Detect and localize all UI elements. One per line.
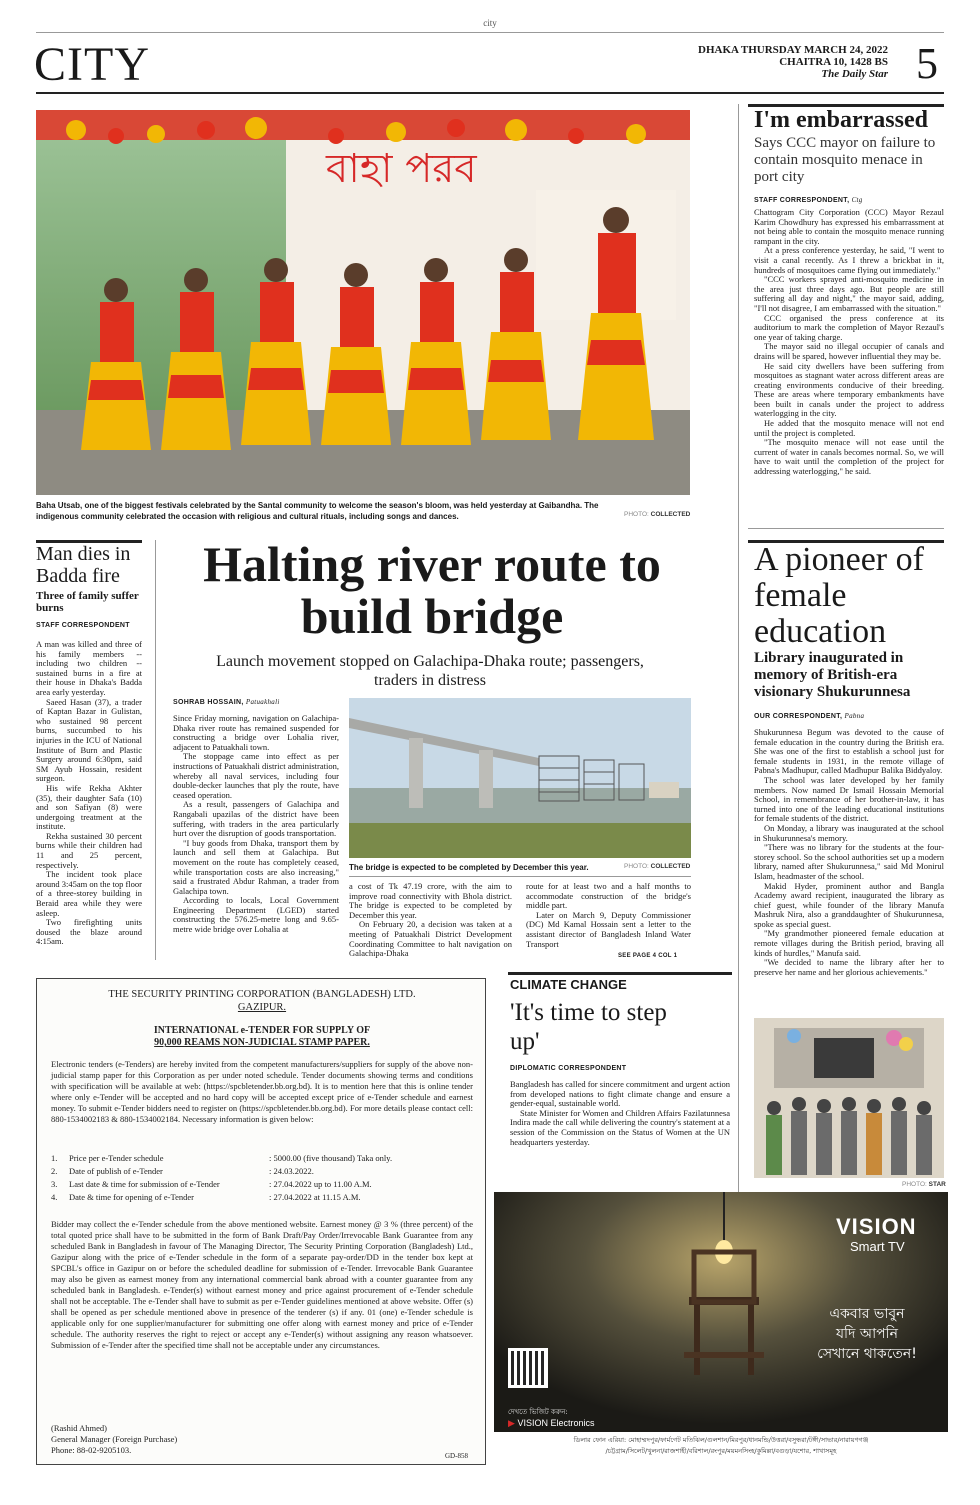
tender-signatory: (Rashid Ahmed) General Manager (Foreign Purchase) Phone: 88-02-9205103. — [51, 1423, 178, 1455]
vision-product: Smart TV — [850, 1239, 905, 1254]
lead-photo-credit: PHOTO: COLLECTED — [624, 511, 691, 518]
climate-byline: DIPLOMATIC CORRESPONDENT — [510, 1065, 627, 1072]
vision-tagline: একবার ভাবুন যদি আপনি সেখানে থাকতেন! — [817, 1306, 917, 1362]
river-jump-line[interactable]: SEE PAGE 4 COL 1 — [618, 953, 678, 959]
section-title: CITY — [34, 38, 150, 91]
library-photo[interactable] — [754, 1018, 944, 1178]
bridge-caption-rule — [349, 876, 691, 877]
lead-photo[interactable] — [36, 110, 690, 495]
tender-item: 1. Price per e-Tender schedule : 5000.00 (five thousand) Taka only. — [51, 1153, 393, 1163]
river-byline: SOHRAB HOSSAIN, Patuakhali — [173, 698, 280, 706]
badda-headline: Man dies in Badda fire — [36, 543, 131, 587]
climate-body: Bangladesh has called for sincere commitment and urgent action from developed nations to fight climate change and ensure a gender-equal, sustainable world. State Minister for Women and Children Affairs Fazilatunnesa Indira made the call while delivering the country's statement at a session of the Commission on the Status of Women at the UN headquarters yesterday. — [510, 1079, 730, 1147]
section-label: city — [483, 18, 497, 28]
pioneer-headline: A pioneer of female education — [754, 541, 924, 650]
tender-item: 3. Last date & time for submission of e-Tender : 27.04.2022 up to 11.00 A.M. — [51, 1179, 372, 1189]
vision-brand: VISION — [836, 1214, 917, 1239]
page-number: 5 — [916, 39, 938, 88]
library-photo-credit: PHOTO: STAR — [902, 1181, 946, 1188]
river-col1: Since Friday morning, navigation on Galachipa-Dhaka river route has remained suspended for constructing a bridge over Lohalia river, adjacent to Patuakhali town. The stoppage came into effect as per instructions of Patuakhali district administration, whereby all naval services, including four double-decker launches that ply the route, have ceased operation. As a result, passengers of Galachipa and Rangabali upazilas of the district have been suffering, with traders in the area particularly hurt over the disruption of goods transportation. "I buy goods from Dhaka, transport them by launch and sell them at Galachipa. But movement on the route has completely ceased, while transportation costs are also increasing," said a frustrated Abdur Rahman, a trader from Galachipa town. According to locals, Local Government Engineering Department (LGED) started constructing the 576.25-metre long and 9.65-metre wide bridge over Lohalia at — [173, 713, 339, 935]
vision-advertisement[interactable] — [494, 1192, 948, 1465]
climate-kicker: CLIMATE CHANGE — [510, 977, 627, 992]
bridge-photo[interactable] — [349, 698, 691, 858]
embarrassed-headline: I'm embarrassed — [754, 107, 928, 133]
bridge-caption: The bridge is expected to be completed by December this year. — [349, 863, 589, 872]
lead-photo-caption: Baha Utsab, one of the biggest festivals celebrated by the Santal community to welcome the season's bloom, was held yesterday at Gaibandha. The indigenous community celebrated the occasion with religious and cultural rituals, including songs and dances. — [36, 501, 599, 521]
badda-column-rule — [155, 540, 156, 960]
header-bottom-rule — [36, 92, 944, 94]
tender-conditions: Bidder may collect the e-Tender schedule from the above mentioned website. Earnest money @ 3 % (three percent) of the total quoted price shall have to be submitted in the form of Bank Draft/Pay Order/Irrevocable Bank Guarantee from any scheduled Bank in Bangladesh in favour of The Managing Director, The Security Printing Corporation (Bangladesh) Ltd., Gazipur along with the price of e-Tender schedule in the form of a separate pay-order/DD in the tender box kept at SPCBL's office in Gazipur on or before the scheduled deadline for submission of e-Tender. Irrevocable Bank Guarantee may also be given as earnest money from any international commercial bank abroad with a counter guarantee from any scheduled bank in Bangladesh. e-Tender(s) without earnest money and price against procurement of e-Tender schedule shall not be acceptable. The e-Tender shall have to submit as per e-Tender guidelines mentioned at above website. Offer (s) shall be opened as per schedule mentioned above in presence of the tenderer (s) if any. 01 (one) e-Tender schedule is applicable only for one supplier/manufacturer for submitting one offer along with earnest money and price of e-Tender schedule. The authority reserves the right to reject or accept any e-Tender(s) without assigning any reason whatsoever. Submission of e-Tender after the specified time shall not be acceptable under any circumstances. — [51, 1219, 473, 1350]
river-headline: Halting river route to build bridge — [203, 536, 661, 644]
tender-schedule-list — [51, 1153, 473, 1205]
bridge-photo-credit: PHOTO: COLLECTED — [624, 863, 691, 870]
masthead-logo: The Daily Star — [821, 68, 888, 80]
date-english: DHAKA THURSDAY MARCH 24, 2022 — [698, 44, 888, 56]
badda-body: A man was killed and three of his family members -- including two children -- sustained burns in a fire at their house in Dhaka's Badda area early yesterday. Saeed Hasan (37), a trader of Kaptan Bazar in Gulistan, who sustained 98 percent burns, succumbed to his injuries in the ICU of National Institute of Burn and Plastic Surgery around 6:30pm, said SM Ayub Hossain, resident surgeon. His wife Rekha Akhter (35), their daughter Safa (10) and son Safiyan (8) were undergoing treatment at the institute. Rekha sustained 30 percent burns while their children had 11 and 25 percent, respectively. The incident took place around 3:45am on the top floor of a three-storey building in Beraid area while they were asleep. Two firefighting units doused the blaze around 4:15am. — [36, 639, 142, 947]
pioneer-body: Shukurunnesa Begum was devoted to the cause of female education in the country during the British era. She was one of the first to establish a school just for female students in 1931, in the remote village of Pabna's Madhupur, called Madhupur Balika Biddyaloy. The school was later developed by her family members. Now named Dr Ismail Hossain Memorial School, in remembrance of her brother-in-law, it has turned into one of the leading educational institutions for female students of the district. On Monday, a library was inaugurated at the school in Shukurunnesa's memory. "There was no library for the students at the four-storey school. So the school authorities set up a modern library, named after Shukurunnesa," said Md Monirul Islam, headmaster of the school. Makid Hyder, prominent author and Bangla Academy award recipient, inaugurated the library as chief guest, while founder of the library Manufa Mashruk Nira, also a granddaughter of Shukurunnesa, spoke as special guest. "My grandmother pioneered female education at remote villages during the British period, braving all kinds of hurdles," Manufa said. "We decided to name the library after her to preserve her name and her glorious achievements." — [754, 727, 944, 977]
badda-byline: STAFF CORRESPONDENT — [36, 622, 130, 629]
embarrassed-body: Chattogram City Corporation (CCC) Mayor Rezaul Karim Chowdhury has expressed his embarrassment at not being able to contain the mosquito menace running rampant in the city. At a press conference yesterday, he said, "I went to visit a canal recently. As I threw a brickbat in it, hundreds of mosquitoes came flying out immediately." "CCC workers sprayed anti-mosquito medicine in the area just three days ago. But people are still suffering all day and night," the mayor said, adding, "I'll not disagree, I am embarrassed with the situation." CCC organised the press conference at its auditorium to mark the completion of Mayor Rezaul's one year of taking charge. The mayor said no illegal occupier of canals and drains will be spared, however influential they may be. He said city dwellers have been suffering from mosquitoes as stagnant water across different areas are creating environments conducive of their breeding. These are areas where temporary embankments have been built in canals under the project to address waterlogging in the city. He added that the mosquito menace will not end until the project is completed. "The mosquito menace will not ease until the current of water in canals becomes normal. So, we will have to wait until the completion of the project for addressing waterlogging," he said. — [754, 207, 944, 477]
river-col3: route for at least two and a half months to accommodate construction of the bridge's middle part. Later on March 9, Deputy Commissioner (DC) Md Kamal Hossain sent a letter to the assistant director of Bangladesh Inland Water Transport — [526, 881, 691, 949]
tender-title: INTERNATIONAL e-TENDER FOR SUPPLY OF — [153, 1025, 371, 1036]
vision-scan-label: দেখতে ভিজিট করুন: — [508, 1408, 568, 1416]
river-col2: a cost of Tk 47.19 crore, with the aim to improve road connectivity with Bhola district. The bridge is expected to be completed by December this year. On February 20, a decision was taken at a meeting of Patuakhali District Development Coordinating Committee to halt navigation on Galachipa-Dhaka — [349, 881, 512, 959]
tender-item: 4. Date & time for opening of e-Tender : 27.04.2022 at 11.15 A.M. — [51, 1192, 361, 1202]
youtube-icon: ▶ — [508, 1418, 515, 1428]
tender-advertisement[interactable] — [36, 978, 486, 1465]
embarrassed-bottom-rule — [748, 528, 944, 529]
tender-intro: Electronic tenders (e-Tenders) are hereby invited from the competent manufacturers/suppliers for supply of the above non-judicial stamp paper for this Corporation as per under noted schedule. Tender documents showing terms and conditions with specification will be available at web: (https://spcbletender.bb.org.bd). It is to mention here that this is online tender where only e-Tender will be accepted and no hard copy will be accepted except price of e-Tender schedule and earnest money. To submit e-Tender bidders need to register on (https://spcbletender.bb.org.bd). For more details please contact cell: 880-1534002183 & 880-1534002184. Necessary information is given below: — [51, 1059, 473, 1124]
tender-item: 2. Date of publish of e-Tender : 24.03.2022. — [51, 1166, 314, 1176]
stage-sign-text: বাহা পরব — [326, 146, 477, 192]
pioneer-subhead: Library inaugurated in memory of British-era visionary Shukurunnesa — [754, 650, 911, 700]
embarrassed-subhead: Says CCC mayor on failure to contain mosquito menace in port city — [754, 135, 936, 185]
vision-channel[interactable]: ▶ VISION Electronics — [508, 1418, 595, 1428]
header-rule — [36, 32, 944, 33]
tender-org-name: THE SECURITY PRINTING CORPORATION (BANGLADESH) LTD. — [108, 989, 416, 1000]
climate-headline: 'It's time to step up' — [510, 999, 667, 1055]
badda-subhead: Three of family suffer burns — [36, 590, 139, 614]
vision-dealer-footer: ডিলার ফোন এরিয়া: মোহাম্মদপুর/ফার্মগেট মতিঝিল/গুলশান/মিরপুর/ধানমন্ডি/উত্তরা/বসুন্ধরা/টঙ্গী/সাভার/নারায়ণগঞ্জ /চট্টগ্রাম/সিলেট/খুলনা/রাজশাহী/বরিশাল/রংপুর/ময়মনসিংহ/কুমিল্লা/বগুড়া/যশোর, শাখাসমূহ — [573, 1436, 869, 1455]
qr-code-icon[interactable] — [508, 1348, 548, 1388]
climate-top-bar — [508, 972, 732, 975]
river-deck: Launch movement stopped on Galachipa-Dhaka route; passengers, traders in distress — [216, 653, 644, 689]
pioneer-byline: OUR CORRESPONDENT, Pabna — [754, 712, 865, 720]
tender-title-2: 90,000 REAMS NON-JUDICIAL STAMP PAPER. — [154, 1037, 370, 1048]
tender-ad-code: GD-858 — [445, 1452, 468, 1460]
embarrassed-byline: STAFF CORRESPONDENT, Ctg — [754, 196, 863, 204]
date-bangla: CHAITRA 10, 1428 BS — [779, 56, 888, 68]
tender-org-place: GAZIPUR. — [237, 1002, 287, 1013]
dateline — [698, 44, 888, 80]
